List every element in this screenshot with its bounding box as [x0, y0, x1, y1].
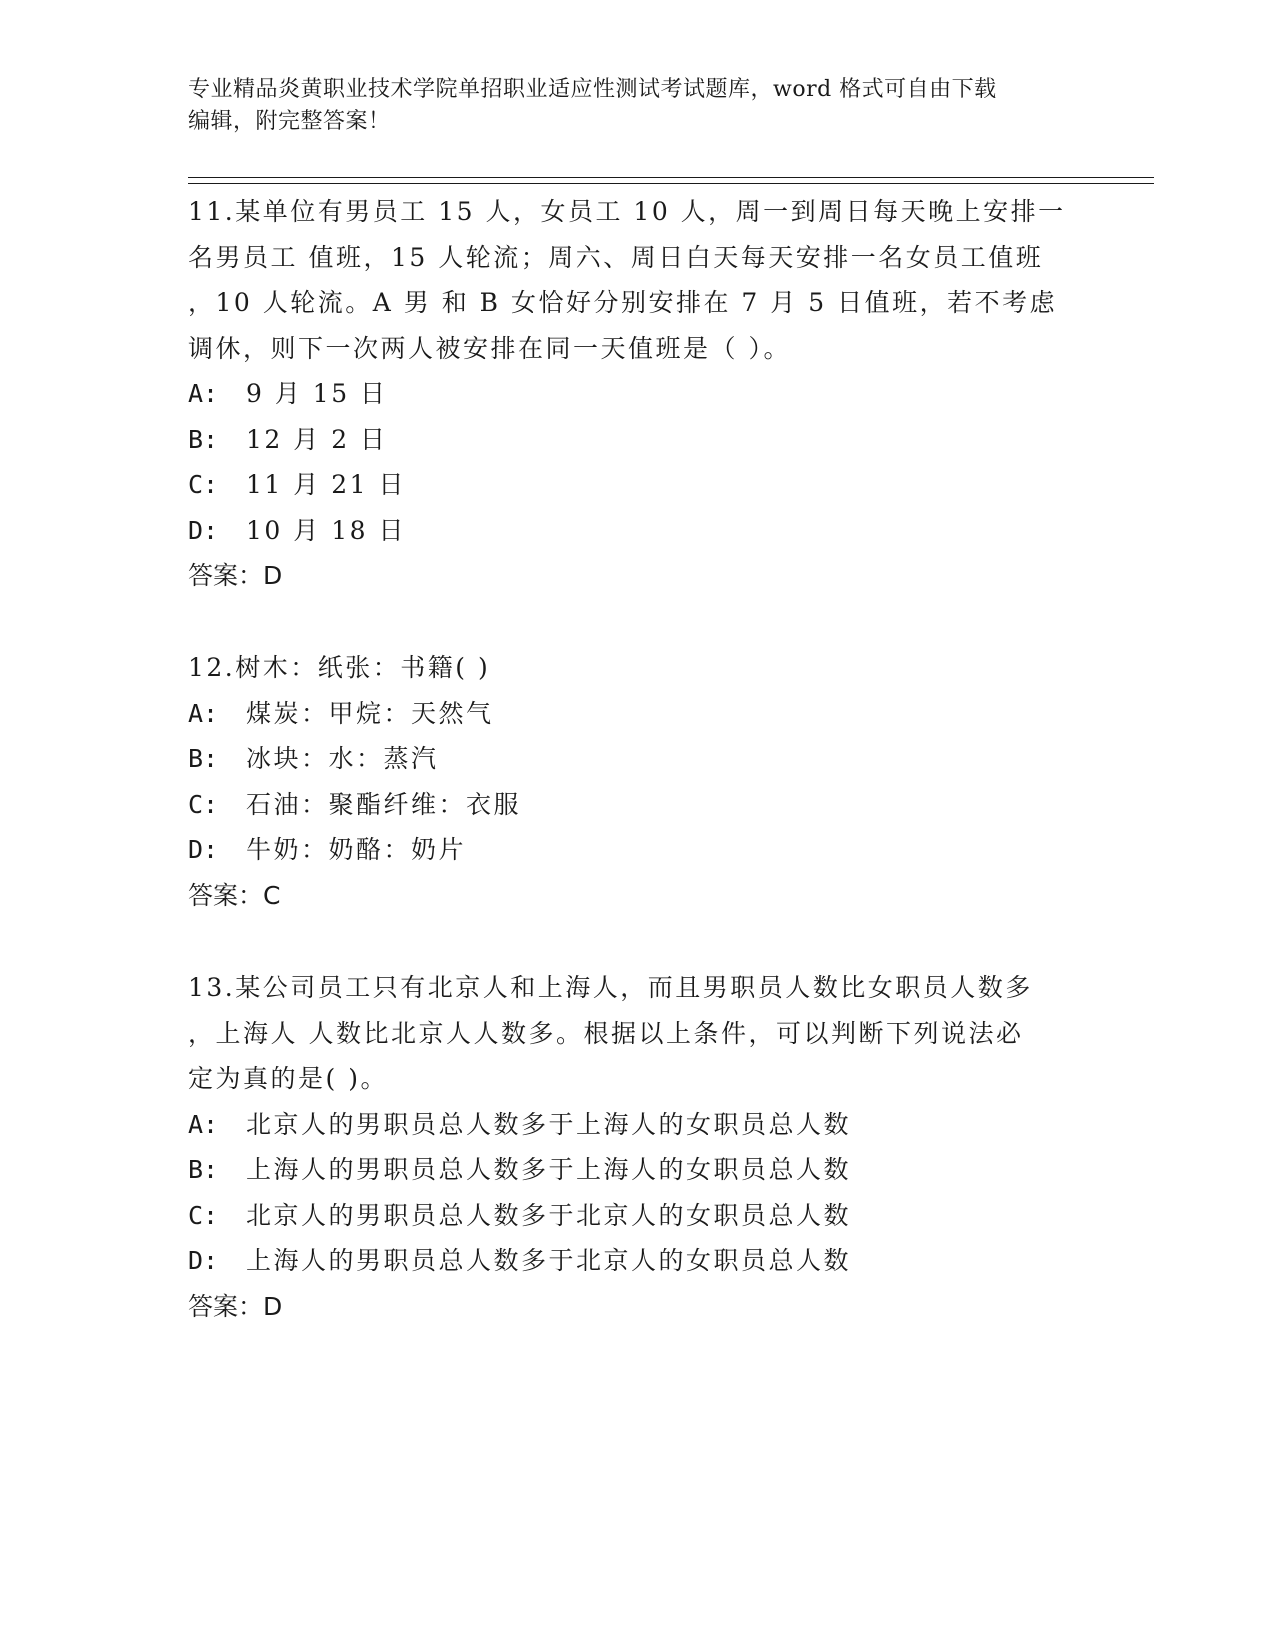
option-letter: A: — [188, 698, 219, 728]
option-a — [188, 1102, 1088, 1148]
option-letter: B: — [188, 424, 219, 454]
option-c — [188, 462, 1088, 508]
option-letter: B: — [188, 744, 219, 773]
question-stem-line: 调休，则下一次两人被安排在同一天值班是（ ）。 — [188, 333, 791, 363]
option-letter: C: — [188, 789, 219, 819]
option-text: 10 月 18 日 — [246, 515, 406, 545]
option-d — [188, 827, 1088, 873]
option-b — [188, 1147, 1088, 1193]
question-stem-line: 13.某公司员工只有北京人和上海人，而且男职员人数比女职员人数多 — [188, 973, 1033, 1002]
question-stem-line: ，上海人 人数比北京人人数多。根据以上条件，可以判断下列说法必 — [188, 1018, 1024, 1048]
option-text: 9 月 15 日 — [246, 379, 388, 408]
option-text: 北京人的男职员总人数多于北京人的女职员总人数 — [246, 1200, 852, 1230]
option-letter: D: — [188, 835, 219, 864]
option-letter: C: — [188, 1200, 219, 1230]
option-letter: B: — [188, 1155, 219, 1184]
answer-line: 答案：D — [188, 1291, 283, 1321]
question-11 — [188, 189, 1088, 599]
option-letter: C: — [188, 470, 219, 499]
question-stem-line: ，10 人轮流。A 男 和 B 女恰好分别安排在 7 月 5 日值班，若不考虑 — [188, 288, 1058, 317]
question-stem-line: 12.树木：纸张：书籍( ) — [188, 653, 491, 682]
option-d — [188, 1238, 1088, 1284]
question-13 — [188, 965, 1088, 1329]
option-text: 煤炭：甲烷：天然气 — [246, 698, 494, 728]
page-header — [188, 74, 1108, 138]
option-letter: A: — [188, 379, 219, 408]
option-text: 冰块：水：蒸汽 — [246, 744, 439, 773]
header-line-2: 编辑，附完整答案！ — [188, 109, 391, 134]
question-stem-line: 定为真的是( )。 — [188, 1064, 388, 1093]
option-text: 石油：聚酯纤维：衣服 — [246, 789, 522, 819]
question-stem-line: 名男员工 值班，15 人轮流；周六、周日白天每天安排一名女员工值班 — [188, 242, 1044, 272]
option-c — [188, 1193, 1088, 1239]
option-text: 北京人的男职员总人数多于上海人的女职员总人数 — [246, 1109, 852, 1139]
option-d — [188, 508, 1088, 554]
option-text: 牛奶：奶酪：奶片 — [246, 835, 467, 864]
option-b — [188, 736, 1088, 782]
question-stem-line: 11.某单位有男员工 15 人，女员工 10 人，周一到周日每天晚上安排一 — [188, 197, 1066, 226]
option-a — [188, 691, 1088, 737]
option-letter: D: — [188, 515, 219, 545]
option-text: 上海人的男职员总人数多于上海人的女职员总人数 — [246, 1155, 852, 1184]
header-divider-bottom — [188, 183, 1154, 184]
option-letter: A: — [188, 1109, 219, 1139]
option-b — [188, 417, 1088, 463]
answer-line: 答案：D — [188, 561, 283, 590]
option-a — [188, 371, 1088, 417]
question-12 — [188, 645, 1088, 918]
header-line-1: 专业精品炎黄职业技术学院单招职业适应性测试考试题库，word 格式可自由下载 — [188, 77, 997, 102]
option-text: 上海人的男职员总人数多于北京人的女职员总人数 — [246, 1246, 852, 1275]
answer-line: 答案：C — [188, 880, 281, 910]
option-text: 11 月 21 日 — [246, 470, 406, 499]
option-letter: D: — [188, 1246, 219, 1275]
header-divider-top — [188, 177, 1154, 178]
option-text: 12 月 2 日 — [246, 424, 388, 454]
option-c — [188, 782, 1088, 828]
